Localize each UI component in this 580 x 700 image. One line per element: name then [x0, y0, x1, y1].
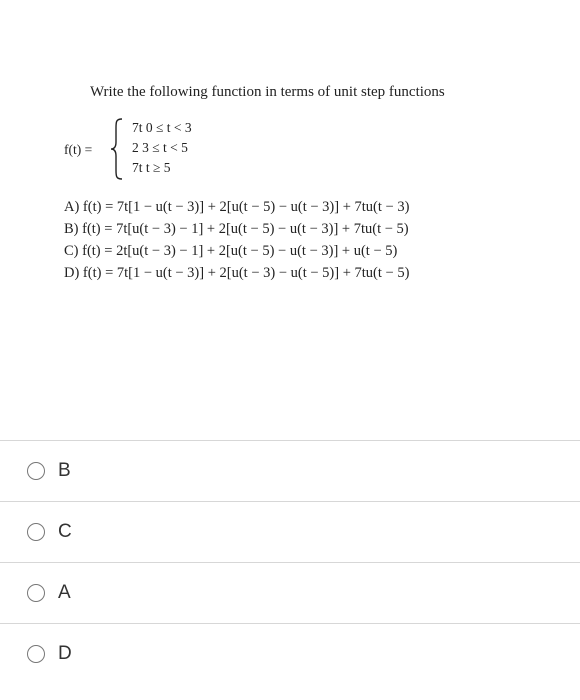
answer-label: B	[58, 460, 71, 481]
radio-button-icon[interactable]	[27, 584, 45, 602]
option-d-text: D) f(t) = 7t[1 − u(t − 3)] + 2[u(t − 3) − u(t − 5)] + 7tu(t − 5)	[64, 265, 410, 281]
option-c-text: C) f(t) = 2t[u(t − 3) − 1] + 2[u(t − 5) − u(t − 3)] + u(t − 5)	[64, 243, 398, 259]
case-row: 2 3 ≤ t < 5	[132, 140, 188, 155]
case-row: 7t t ≥ 5	[132, 160, 171, 175]
answer-list	[0, 440, 580, 684]
radio-button-icon[interactable]	[27, 462, 45, 480]
answer-label: A	[58, 582, 71, 603]
answer-option-a[interactable]	[0, 562, 580, 623]
answer-option-c[interactable]	[0, 501, 580, 562]
piecewise-function	[64, 118, 324, 180]
case-row: 7t 0 ≤ t < 3	[132, 120, 192, 135]
question-prompt: Write the following function in terms of unit step functions	[90, 84, 445, 100]
answer-option-b[interactable]	[0, 440, 580, 501]
radio-button-icon[interactable]	[27, 645, 45, 663]
answer-label: D	[58, 643, 72, 664]
answer-label: C	[58, 521, 72, 542]
radio-button-icon[interactable]	[27, 523, 45, 541]
answer-option-d[interactable]	[0, 623, 580, 684]
function-label: f(t) =	[64, 142, 93, 157]
option-a-text: A) f(t) = 7t[1 − u(t − 3)] + 2[u(t − 5) − u(t − 3)] + 7tu(t − 3)	[64, 199, 410, 215]
option-b-text: B) f(t) = 7t[u(t − 3) − 1] + 2[u(t − 5) − u(t − 3)] + 7tu(t − 5)	[64, 221, 409, 237]
options-text	[64, 196, 409, 284]
left-brace-icon	[110, 118, 124, 180]
